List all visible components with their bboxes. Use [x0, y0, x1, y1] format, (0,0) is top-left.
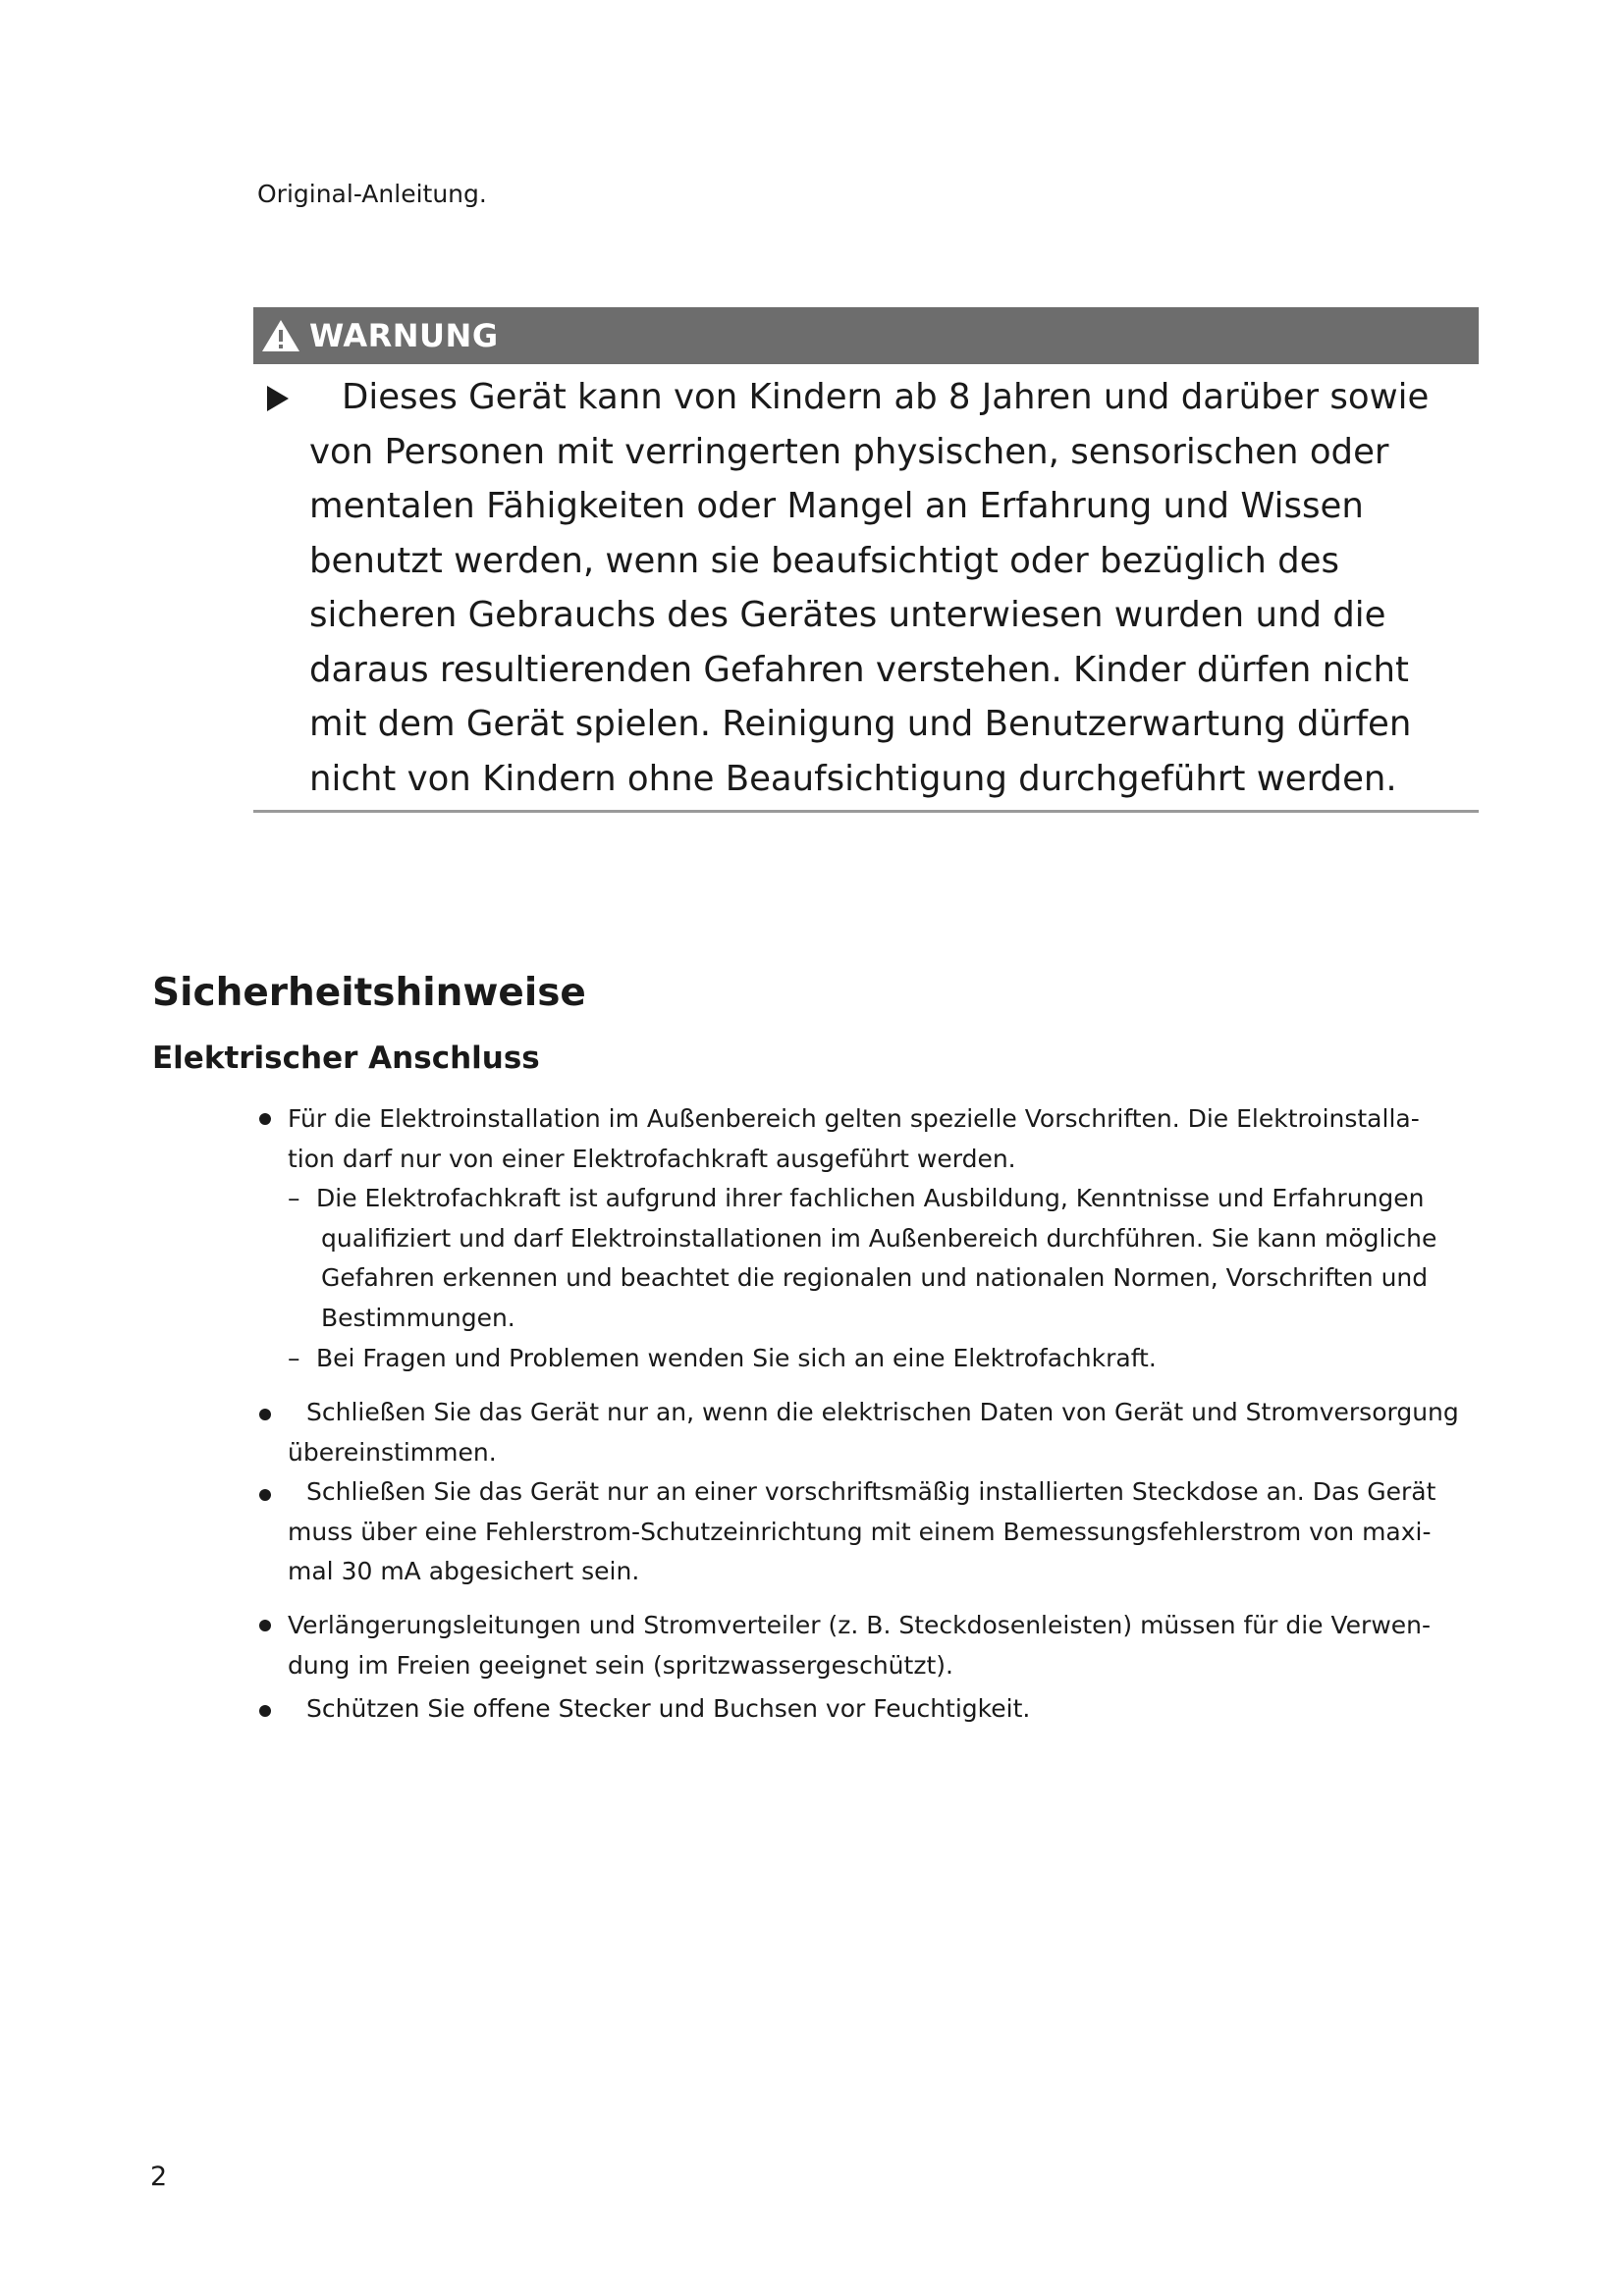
list-item-line: Bestimmungen. [321, 1303, 515, 1332]
list-item-line: Verlängerungsleitungen und Stromverteiler (z. B. Steckdosenleisten) müssen für die Verwen- [288, 1611, 1432, 1639]
warning-title: WARNUNG [309, 317, 499, 354]
list-item [306, 1689, 1030, 1730]
list-item-line: Schützen Sie offene Stecker und Buchsen vor Feuchtigkeit. [306, 1694, 1031, 1723]
list-item-line: übereinstimmen. [288, 1437, 497, 1467]
sub-list-item [316, 1179, 1436, 1338]
sub-list-item [316, 1339, 1157, 1379]
list-item-line: qualifiziert und darf Elektroinstallationen im Außenbereich durchführen. Sie kann mögliche [321, 1223, 1437, 1253]
list-item-line: muss über eine Fehlerstrom-Schutzeinrichtung mit einem Bemessungsfehlerstrom von maxi- [288, 1517, 1432, 1546]
list-item-line: Schließen Sie das Gerät nur an, wenn die elektrischen Daten von Gerät und Stromversorgung [306, 1398, 1459, 1426]
bullet-icon [259, 1113, 271, 1125]
list-item-line: Die Elektrofachkraft ist aufgrund ihrer fachlichen Ausbildung, Kenntnisse und Erfahrungen [316, 1184, 1425, 1212]
section-title: Sicherheitshinweise [152, 971, 586, 1015]
dash-marker: – [288, 1184, 300, 1212]
bullet-icon [259, 1620, 271, 1631]
list-item-line: Bei Fragen und Problemen wenden Sie sich an eine Elektrofachkraft. [316, 1344, 1157, 1372]
bullet-icon [259, 1409, 271, 1420]
list-item [288, 1606, 1431, 1685]
list-item [288, 1472, 1436, 1592]
page-number: 2 [150, 2162, 168, 2192]
list-item-line: Gefahren erkennen und beachtet die regionalen und nationalen Normen, Vorschriften und [321, 1263, 1429, 1292]
dash-marker: – [288, 1344, 300, 1372]
bullet-icon [259, 1489, 271, 1501]
list-item-line: Für die Elektroinstallation im Außenbereich gelten spezielle Vorschriften. Die Elektroinstalla- [288, 1104, 1420, 1133]
header-note: Original-Anleitung. [257, 180, 487, 208]
list-item [288, 1099, 1420, 1179]
list-item-line: tion darf nur von einer Elektrofachkraft ausgeführt werden. [288, 1144, 1016, 1173]
bullet-icon [259, 1705, 271, 1717]
list-item [288, 1393, 1459, 1472]
subsection-title: Elektrischer Anschluss [152, 1041, 540, 1076]
warning-text: Dieses Gerät kann von Kindern ab 8 Jahren und darüber sowie von Personen mit verringerten physischen, sensorischen oder mentalen Fähigkeiten oder Mangel an Erfahrung und Wissen benutzt werden, wenn sie beaufsichtigt oder bezüglich des sicheren Gebrauchs des Gerätes unterwiesen wurden und die daraus resultierenden Gefahren verstehen. Kinder dürfen nicht mit dem Gerät spielen. Reinigung und Benutzerwartung dürfen nicht von Kindern ohne Beaufsichtigung durchgeführt werden. [309, 377, 1430, 799]
list-item-line: Schließen Sie das Gerät nur an einer vorschriftsmäßig installierten Steckdose an. Das Gerät [306, 1477, 1436, 1506]
list-item-line: mal 30 mA abgesichert sein. [288, 1557, 640, 1585]
list-item-line: dung im Freien geeignet sein (spritzwassergeschützt). [288, 1650, 953, 1680]
